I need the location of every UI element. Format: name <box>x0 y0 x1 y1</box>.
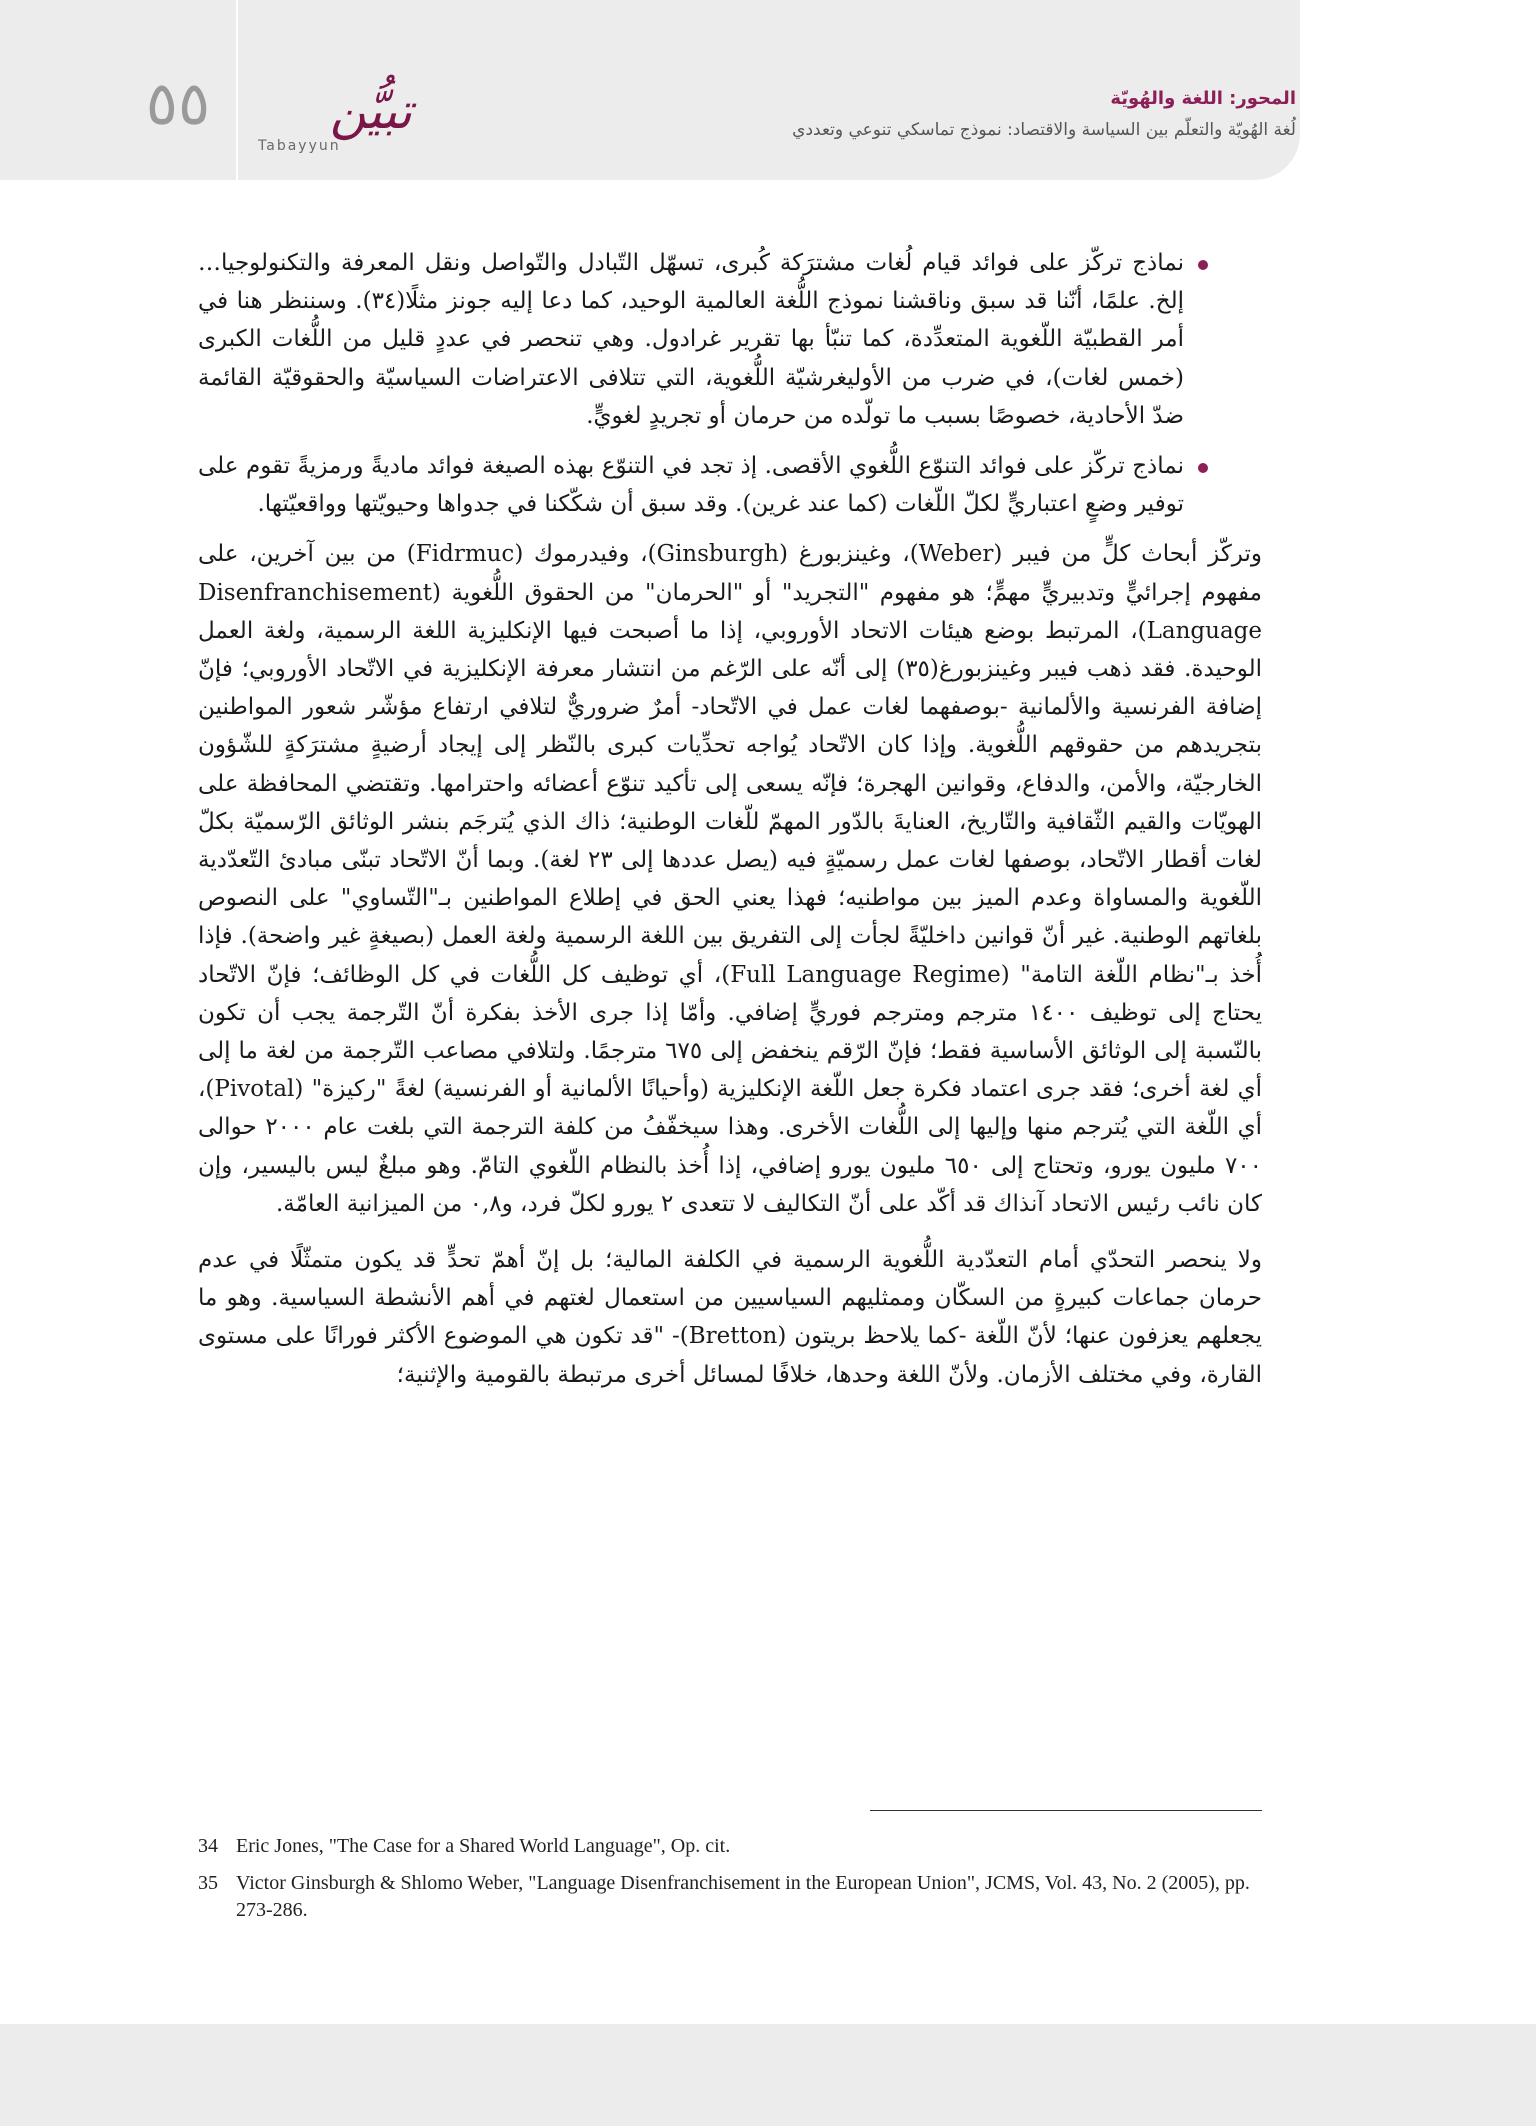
tabayyun-logo <box>252 82 412 166</box>
article-title: لُغة الهُويّة والتعلّم بين السياسة والاقتصاد: نموذج تماسكي تنوعي وتعددي <box>792 119 1296 140</box>
footnote-rule <box>870 1810 1262 1811</box>
body-text <box>198 244 1262 1406</box>
footnote-number: 34 <box>198 1835 218 1857</box>
footnote-number: 35 <box>198 1872 218 1894</box>
bullet-text: نماذج تركّز على فوائد قيام لُغات مشترَكة كُبرى، تسهّل التّبادل والتّواصل ونقل المعرفة والتكنولوجيا… إلخ. علمًا، أنّنا قد سبق وناقشنا نموذج اللُّغة العالمية الوحيد، كما دعا إليه جونز مثلًا(٣٤). وسننظر هنا في أمر القطبيّة اللّغوية المتعدِّدة، كما تنبّأ بها تقرير غرادول. وهي تنحصر في عددٍ قليل من اللُّغات الكبرى (خمس لغات)، في ضرب من الأوليغرشيّة اللُّغوية، التي تتلافى الاعتراضات السياسيّة والحقوقيّة القائمة ضدّ الأحادية، خصوصًا بسبب ما تولّده من حرمان أو تجريدٍ لغويٍّ. <box>198 250 1184 429</box>
bullet-text: نماذج تركّز على فوائد التنوّع اللُّغوي الأقصى. إذ تجد في التنوّع بهذه الصيغة فوائد ماديةً ورمزيةً تقوم على توفير وضعٍ اعتباريٍّ لكلّ اللّغات (كما عند غرين). وقد سبق أن شكّكنا في جدواها وحيويّتها وواقعيّتها. <box>198 453 1184 518</box>
footer-band <box>0 2024 1536 2126</box>
bullet-item <box>198 244 1262 435</box>
footnote <box>198 1870 1262 1924</box>
bullet-item <box>198 447 1262 523</box>
paragraph: وتركّز أبحاث كلٍّ من فيبر (Weber)، وغينزبورغ (Ginsburgh)، وفيدرموك (Fidrmuc) من بين آخرين، على مفهوم إجرائيٍّ وتدبيريٍّ مهمٍّ؛ هو مفهوم "التجريد" أو "الحرمان" من الحقوق اللُّغوية (Disenfranchisement Language)، المرتبط بوضع هيئات الاتحاد الأوروبي، إذا ما أصبحت فيها الإنكليزية اللغة الرسمية، ولغة العمل الوحيدة. فقد ذهب فيبر وغينزبورغ(٣٥) إلى أنّه على الرّغم من انتشار معرفة الإنكليزية في الاتّحاد الأوروبي؛ فإنّ إضافة الفرنسية والألمانية -بوصفهما لغات عمل في الاتّحاد- أمرٌ ضروريٌّ لتلافي ارتفاع مؤشّر شعور المواطنين بتجريدهم من حقوقهم اللُّغوية. وإذا كان الاتّحاد يُواجه تحدِّيات كبرى بالنّظر إلى إيجاد أرضيةٍ مشترَكةٍ للشّؤون الخارجيّة، والأمن، والدفاع، وقوانين الهجرة؛ فإنّه يسعى إلى تأكيد تنوّع أعضائه واحترامها. وتقتضي المحافظة على الهويّات والقيم الثّقافية والتّاريخ، العنايةَ بالدّور المهمّ للّغات الوطنية؛ ذاك الذي يُترجَم بنشر الوثائق الرّسميّة بكلّ لغات أقطار الاتّحاد، بوصفها لغات عمل رسميّةٍ فيه (يصل عددها إلى ٢٣ لغة). وبما أنّ الاتّحاد تبنّى مبادئ التّعدّدية اللّغوية والمساواة وعدم الميز بين مواطنيه؛ فهذا يعني الحق في إطلاع المواطنين بـ"التّساوي" على النصوص بلغاتهم الوطنية. غير أنّ قوانين داخليّةً لجأت إلى التفريق بين اللغة الرسمية ولغة العمل (بصيغةٍ غير واضحة). فإذا أُخذ بـ"نظام اللّغة التامة" (Full Language Regime)، أي توظيف كل اللُّغات في كل الوظائف؛ فإنّ الاتّحاد يحتاج إلى توظيف ١٤٠٠ مترجم ومترجم فوريٍّ إضافي. وأمّا إذا جرى الأخذ بفكرة أنّ التّرجمة يجب أن تكون بالنّسبة إلى الوثائق الأساسية فقط؛ فإنّ الرّقم ينخفض إلى ٦٧٥ مترجمًا. ولتلافي مصاعب التّرجمة من لغة ما إلى أي لغة أخرى؛ فقد جرى اعتماد فكرة جعل اللّغة الإنكليزية (وأحيانًا الألمانية أو الفرنسية) لغةً "ركيزة" (Pivotal)، أي اللّغة التي يُترجم منها وإليها إلى اللُّغات الأخرى. وهذا سيخفّفُ من كلفة الترجمة التي بلغت عام ٢٠٠٠ حوالى ٧٠٠ مليون يورو، وتحتاج إلى ٦٥٠ مليون يورو إضافي، إذا أُخذ بالنظام اللّغوي التامّ. وهو مبلغٌ ليس باليسير، وإن كان نائب رئيس الاتحاد آنذاك قد أكّد على أنّ التكاليف لا تتعدى ٢ يورو لكلّ فرد، و٠,٨ من الميزانية العامّة. <box>198 541 1263 1217</box>
footnotes <box>198 1810 1262 1934</box>
footnote <box>198 1833 1262 1860</box>
bullet-dot-icon <box>1198 463 1208 473</box>
running-header <box>792 88 1296 140</box>
page-number: ٥٥ <box>145 69 211 139</box>
footnote-text: Eric Jones, "The Case for a Shared World Language", Op. cit. <box>236 1835 731 1857</box>
section-title: المحور: اللغة والهُويّة <box>1110 88 1296 109</box>
paragraph: ولا ينحصر التحدّي أمام التعدّدية اللُّغوية الرسمية في الكلفة المالية؛ بل إنّ أهمّ تحدٍّ قد يكون متمثّلًا في عدم حرمان جماعات كبيرةٍ من السكّان وممثليهم السياسيين من استعمال لغتهم في أهم الأنشطة السياسية. وهو ما يجعلهم يعزفون عنها؛ لأنّ اللّغة -كما يلاحظ بريتون (Bretton)- "قد تكون هي الموضوع الأكثر فورانًا على مستوى القارة، وفي مختلف الأزمان. ولأنّ اللغة وحدها، خلافًا لمسائل أخرى مرتبطة بالقومية والإثنية؛ <box>198 1247 1262 1388</box>
header-divider <box>236 0 238 180</box>
logo-latin-text: Tabayyun <box>258 138 341 154</box>
footnote-text: Victor Ginsburgh & Shlomo Weber, "Language Disenfranchisement in the European Union", JCMS, Vol. 43, No. 2 (2005), pp. 273-286. <box>236 1872 1250 1921</box>
bullet-dot-icon <box>1198 260 1208 270</box>
logo-arabic-text: تبيُّن <box>329 82 412 140</box>
